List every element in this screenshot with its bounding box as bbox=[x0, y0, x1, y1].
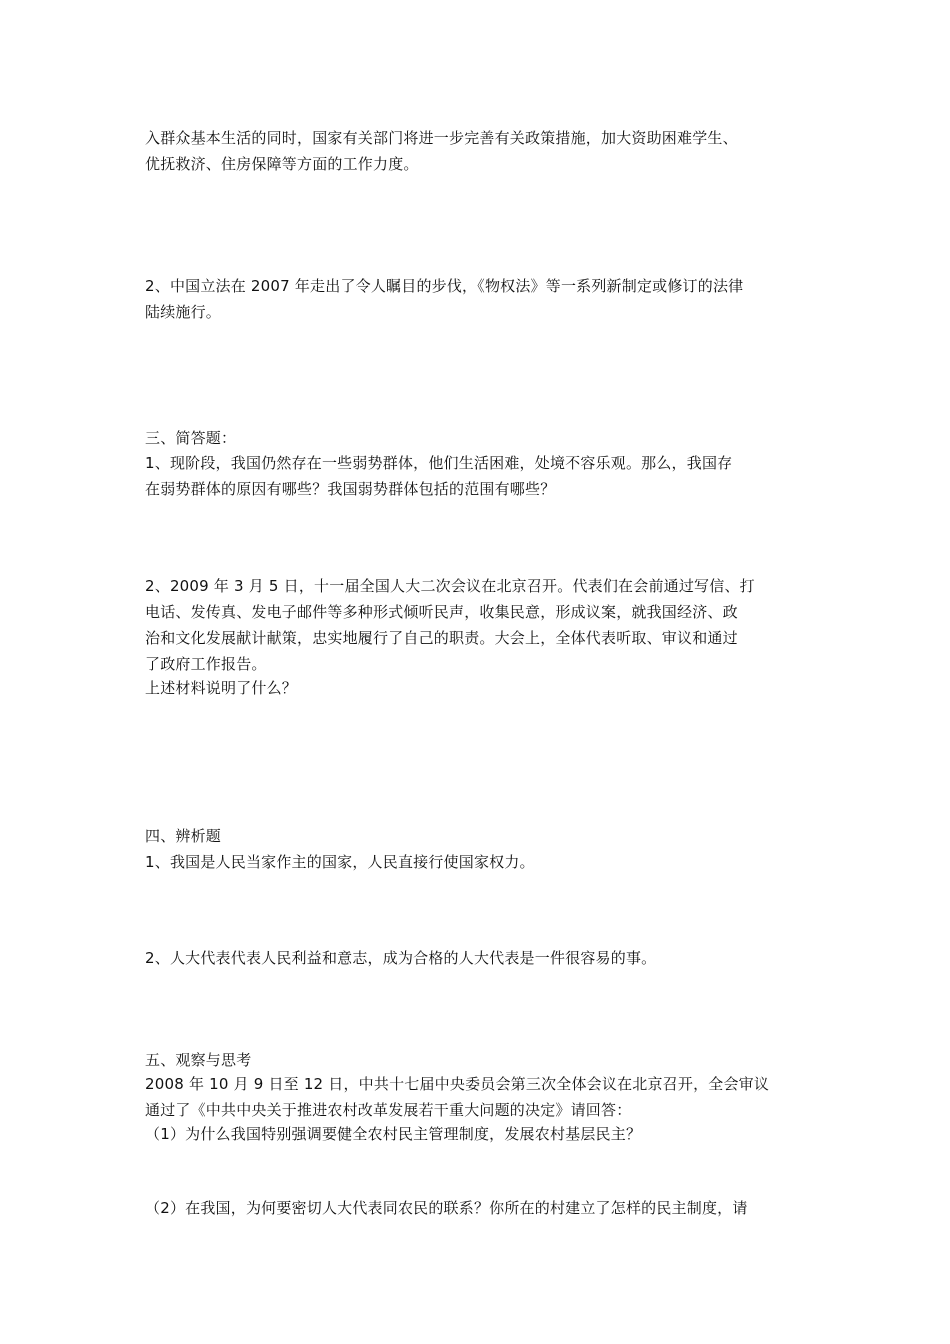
section5-q1: （1）为什么我国特别强调要健全农村民主管理制度，发展农村基层民主？ bbox=[145, 1125, 642, 1143]
intro-paragraph-line-2: 优抚救济、住房保障等方面的工作力度。 bbox=[145, 155, 419, 173]
section3-q2-line-1: 2、2009 年 3 月 5 日，十一届全国人大二次会议在北京召开。代表们在会前通过写信、打 bbox=[145, 577, 755, 595]
section3-q2-line-5: 上述材料说明了什么？ bbox=[145, 679, 298, 697]
section3-q2-line-2: 电话、发传真、发电子邮件等多种形式倾听民声，收集民意，形成议案，就我国经济、政 bbox=[145, 603, 738, 621]
intro-paragraph-line-1: 入群众基本生活的同时，国家有关部门将进一步完善有关政策措施，加大资助困难学生、 bbox=[145, 129, 738, 147]
section3-q2-line-3: 治和文化发展献计献策，忠实地履行了自己的职责。大会上，全体代表听取、审议和通过 bbox=[145, 629, 738, 647]
section4-q2: 2、人大代表代表人民利益和意志，成为合格的人大代表是一件很容易的事。 bbox=[145, 949, 657, 967]
item2-paragraph-line-2: 陆续施行。 bbox=[145, 303, 222, 321]
section5-q2: （2）在我国，为何要密切人大代表同农民的联系？你所在的村建立了怎样的民主制度，请 bbox=[145, 1199, 748, 1217]
section3-heading: 三、简答题： bbox=[145, 429, 237, 447]
section5-material-line-2: 通过了《中共中央关于推进农村改革发展若干重大问题的决定》请回答： bbox=[145, 1101, 632, 1119]
section3-q1-line-2: 在弱势群体的原因有哪些？我国弱势群体包括的范围有哪些？ bbox=[145, 480, 556, 498]
section3-q2-line-4: 了政府工作报告。 bbox=[145, 655, 267, 673]
section3-q1-line-1: 1、现阶段，我国仍然存在一些弱势群体，他们生活困难，处境不容乐观。那么，我国存 bbox=[145, 454, 733, 472]
section4-heading: 四、辨析题 bbox=[145, 827, 222, 845]
section4-q1: 1、我国是人民当家作主的国家，人民直接行使国家权力。 bbox=[145, 853, 535, 871]
item2-paragraph-line-1: 2、中国立法在 2007 年走出了令人瞩目的步伐，《物权法》等一系列新制定或修订的法律 bbox=[145, 277, 744, 295]
section5-material-line-1: 2008 年 10 月 9 日至 12 日，中共十七届中央委员会第三次全体会议在北京召开，全会审议 bbox=[145, 1075, 770, 1093]
section5-heading: 五、观察与思考 bbox=[145, 1051, 252, 1069]
